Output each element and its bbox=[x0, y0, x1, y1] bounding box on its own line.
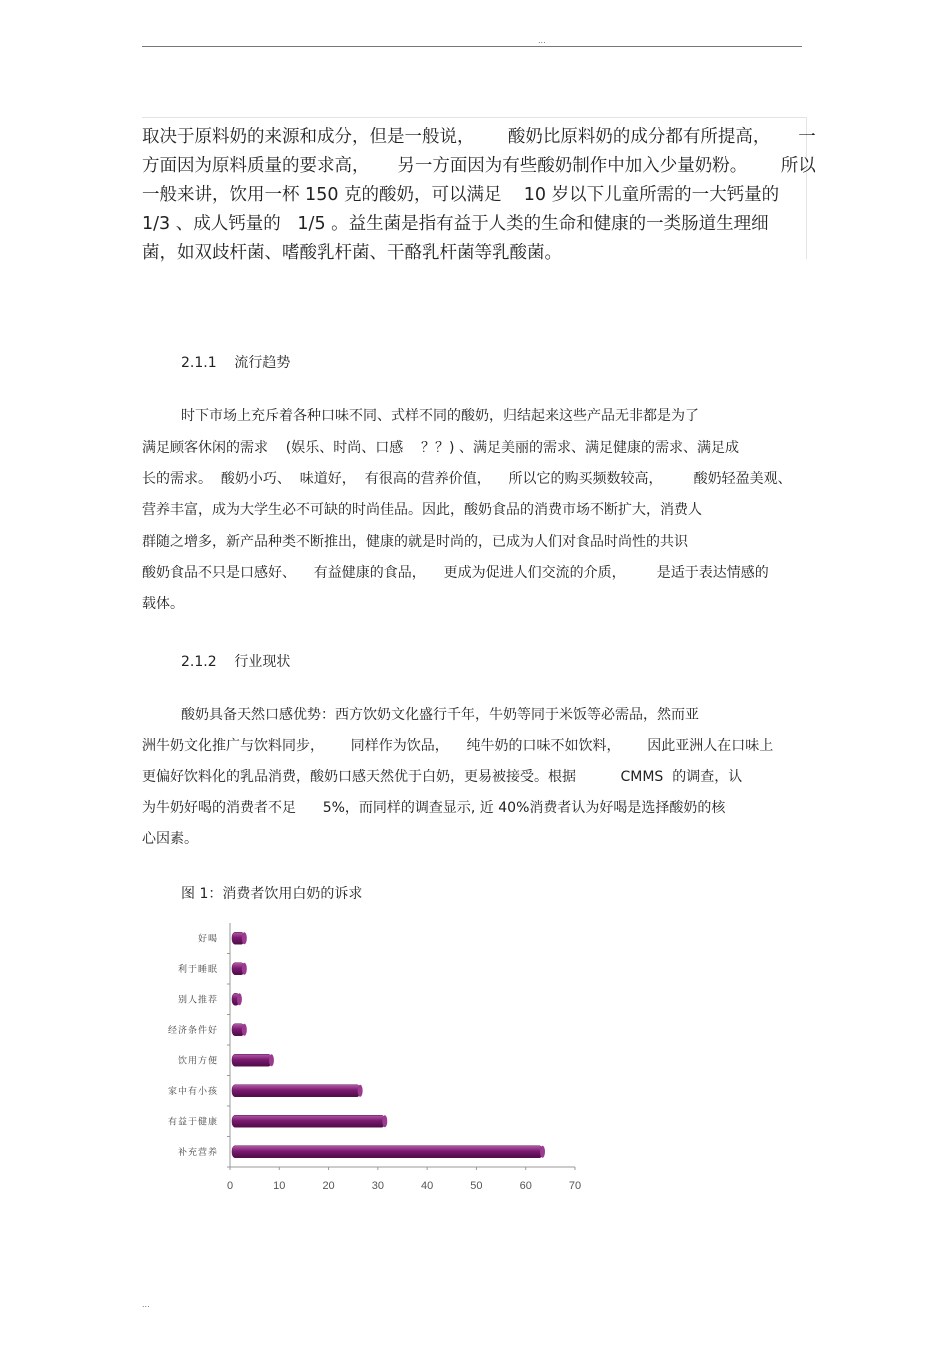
section-heading-trend: 2.1.1 流行趋势 bbox=[181, 355, 291, 371]
bar bbox=[232, 1054, 271, 1066]
category-label: 利于睡眠 bbox=[177, 964, 218, 975]
header-marker: ... bbox=[538, 36, 546, 45]
intro-line: 一般来讲，饮用一杯 150 克的酸奶，可以满足 10 岁以下儿童所需的一大钙量的 bbox=[142, 185, 780, 205]
chart-category-labels bbox=[168, 932, 218, 1158]
category-label: 有益于健康 bbox=[167, 1117, 218, 1128]
bar-cap bbox=[382, 1115, 387, 1127]
x-tick-label: 20 bbox=[322, 1180, 335, 1192]
intro-paragraph bbox=[142, 117, 816, 263]
status-line: 为牛奶好喝的消费者不足 5%，而同样的调查显示, 近 40%消费者认为好喝是选择酸奶的核 bbox=[142, 800, 726, 816]
figure-caption: 图 1：消费者饮用白奶的诉求 bbox=[181, 886, 363, 902]
bar-chart bbox=[150, 915, 590, 1205]
status-line: 更偏好饮料化的乳品消费，酸奶口感天然优于白奶，更易被接受。根据 CMMS 的调查，认 bbox=[142, 769, 743, 785]
category-label: 别人推荐 bbox=[177, 995, 218, 1006]
bar-cap bbox=[540, 1146, 545, 1158]
section-heading-status: 2.1.2 行业现状 bbox=[181, 654, 291, 670]
x-tick-label: 70 bbox=[568, 1180, 582, 1192]
bar-cap bbox=[358, 1085, 363, 1097]
bar-cap bbox=[269, 1054, 274, 1066]
bar bbox=[232, 1085, 360, 1097]
intro-line: 取决于原料奶的来源和成分，但是一般说， 酸奶比原料奶的成分都有所提高， 一 bbox=[142, 127, 816, 147]
chart-bars bbox=[232, 932, 545, 1158]
category-label: 饮用方便 bbox=[177, 1056, 218, 1067]
category-label: 补充营养 bbox=[177, 1147, 218, 1158]
chart-axes bbox=[227, 923, 575, 1170]
trend-line: 满足顾客休闲的需求 (娱乐、时尚、口感 ？？) 、满足美丽的需求、满足健康的需求、满足成 bbox=[142, 440, 739, 456]
category-label: 家中有小孩 bbox=[167, 1086, 218, 1097]
intro-line: 方面因为原料质量的要求高， 另一方面因为有些酸奶制作中加入少量奶粉。 所以 bbox=[142, 156, 816, 176]
intro-line: 菌，如双歧杆菌、嗜酸乳杆菌、干酪乳杆菌等乳酸菌。 bbox=[142, 243, 562, 263]
bar-cap bbox=[242, 963, 247, 975]
bar bbox=[232, 1115, 385, 1127]
status-line: 酸奶具备天然口感优势：西方饮奶文化盛行千年，牛奶等同于米饭等必需品，然而亚 bbox=[181, 707, 699, 723]
status-line: 洲牛奶文化推广与饮料同步， 同样作为饮品， 纯牛奶的口味不如饮料， 因此亚洲人在口味上 bbox=[142, 738, 774, 754]
x-tick-label: 60 bbox=[519, 1180, 532, 1192]
trend-line: 群随之增多，新产品种类不断推出，健康的就是时尚的，已成为人们对食品时尚性的共识 bbox=[142, 534, 688, 550]
trend-line: 载体。 bbox=[142, 596, 184, 612]
category-label: 经济条件好 bbox=[167, 1025, 218, 1036]
bar bbox=[232, 1146, 543, 1158]
intro-line: 1/3 、成人钙量的 1/5 。益生菌是指有益于人类的生命和健康的一类肠道生理细 bbox=[142, 214, 769, 234]
status-line: 心因素。 bbox=[142, 831, 198, 847]
x-tick-label: 30 bbox=[371, 1180, 384, 1192]
header-rule bbox=[142, 46, 802, 47]
x-tick-label: 50 bbox=[470, 1180, 483, 1192]
chart-tick-labels bbox=[227, 1180, 581, 1192]
x-tick-label: 40 bbox=[421, 1180, 434, 1192]
trend-line: 营养丰富，成为大学生必不可缺的时尚佳品。因此，酸奶食品的消费市场不断扩大，消费人 bbox=[142, 502, 702, 518]
category-label: 好喝 bbox=[197, 934, 218, 945]
trend-line: 长的需求。 酸奶小巧、 味道好， 有很高的营养价值， 所以它的购买频数较高， 酸奶轻盈美观、 bbox=[142, 471, 792, 487]
bar-cap bbox=[242, 932, 247, 944]
x-tick-label: 0 bbox=[226, 1180, 234, 1192]
footer-marker: ... bbox=[142, 1300, 150, 1309]
bar-cap bbox=[242, 1024, 247, 1036]
bar-cap bbox=[237, 993, 242, 1005]
trend-line: 时下市场上充斥着各种口味不同、式样不同的酸奶，归结起来这些产品无非都是为了 bbox=[181, 408, 699, 424]
trend-line: 酸奶食品不只是口感好、 有益健康的食品， 更成为促进人们交流的介质， 是适于表达情感的 bbox=[142, 565, 769, 581]
x-tick-label: 10 bbox=[273, 1180, 286, 1192]
